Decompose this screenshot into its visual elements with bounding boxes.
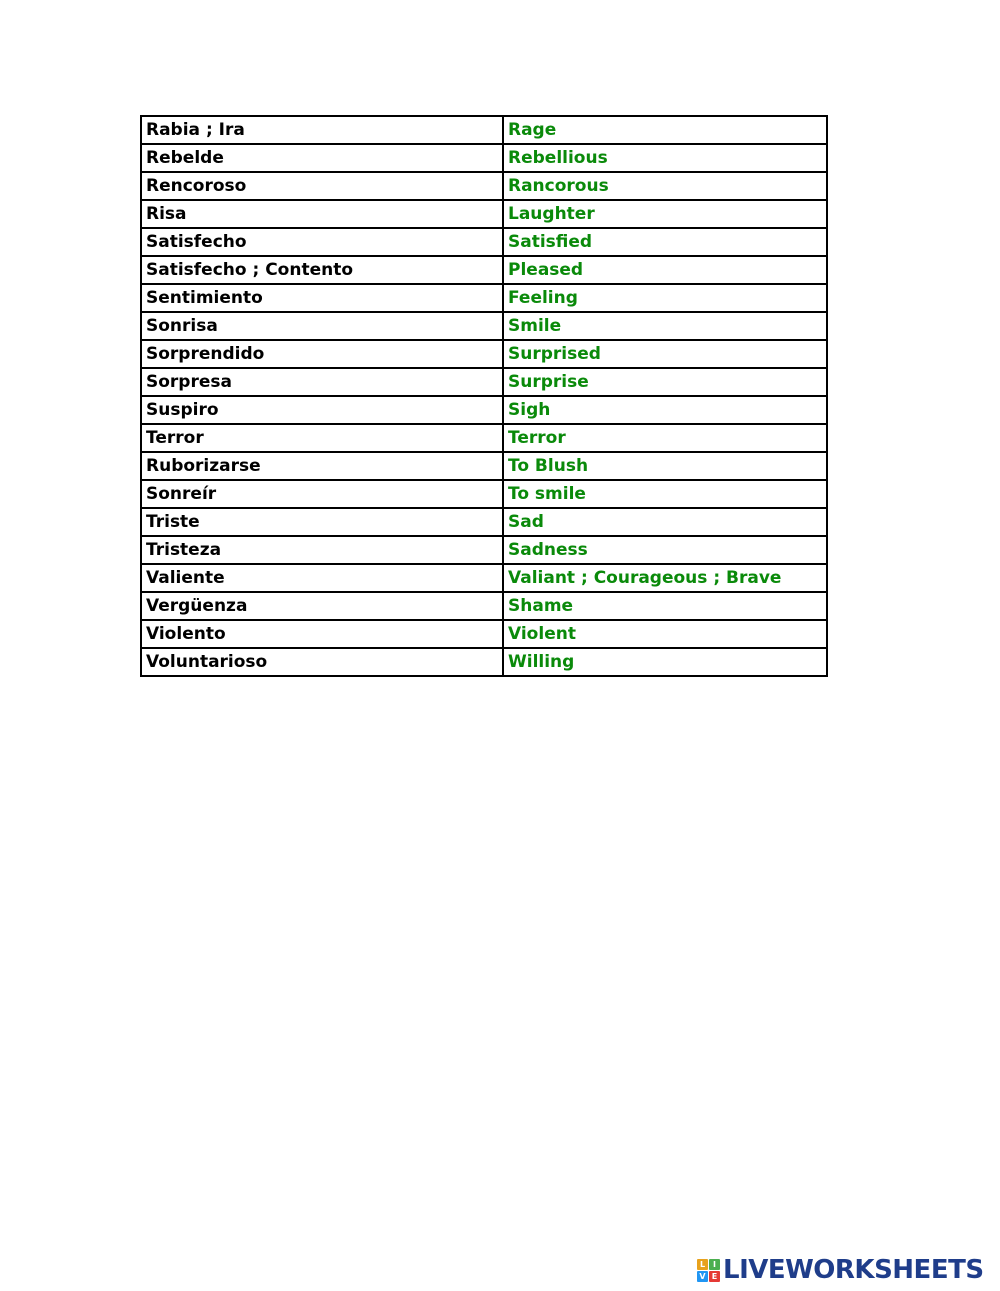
english-translation: Shame (503, 592, 827, 620)
logo-block: V (697, 1271, 708, 1282)
english-translation: Willing (503, 648, 827, 676)
spanish-word: Satisfecho ; Contento (141, 256, 503, 284)
spanish-word: Suspiro (141, 396, 503, 424)
table-row (141, 396, 827, 424)
logo-text: LIVEWORKSHEETS (723, 1255, 984, 1285)
table-row (141, 144, 827, 172)
english-translation: Sad (503, 508, 827, 536)
spanish-word: Satisfecho (141, 228, 503, 256)
spanish-word: Sorprendido (141, 340, 503, 368)
liveworksheets-logo[interactable] (697, 1256, 984, 1284)
english-translation: Feeling (503, 284, 827, 312)
table-row (141, 536, 827, 564)
english-translation: Pleased (503, 256, 827, 284)
table-row (141, 452, 827, 480)
logo-block: L (697, 1259, 708, 1270)
logo-blocks-icon (697, 1259, 720, 1282)
english-translation: To Blush (503, 452, 827, 480)
spanish-word: Rencoroso (141, 172, 503, 200)
spanish-word: Rabia ; Ira (141, 116, 503, 144)
spanish-word: Violento (141, 620, 503, 648)
spanish-word: Terror (141, 424, 503, 452)
spanish-word: Risa (141, 200, 503, 228)
table-row (141, 564, 827, 592)
table-row (141, 480, 827, 508)
spanish-word: Vergüenza (141, 592, 503, 620)
spanish-word: Triste (141, 508, 503, 536)
spanish-word: Sorpresa (141, 368, 503, 396)
english-translation: Violent (503, 620, 827, 648)
table-row (141, 228, 827, 256)
spanish-word: Sonrisa (141, 312, 503, 340)
table-row (141, 284, 827, 312)
english-translation: Rage (503, 116, 827, 144)
english-translation: Surprise (503, 368, 827, 396)
table-row (141, 172, 827, 200)
english-translation: Satisfied (503, 228, 827, 256)
vocabulary-table (140, 115, 828, 677)
table-row (141, 368, 827, 396)
english-translation: Sadness (503, 536, 827, 564)
spanish-word: Valiente (141, 564, 503, 592)
english-translation: To smile (503, 480, 827, 508)
logo-block: E (709, 1271, 720, 1282)
spanish-word: Sonreír (141, 480, 503, 508)
table-row (141, 340, 827, 368)
spanish-word: Sentimiento (141, 284, 503, 312)
table-row (141, 116, 827, 144)
english-translation: Smile (503, 312, 827, 340)
english-translation: Valiant ; Courageous ; Brave (503, 564, 827, 592)
english-translation: Terror (503, 424, 827, 452)
spanish-word: Tristeza (141, 536, 503, 564)
table-row (141, 648, 827, 676)
table-row (141, 200, 827, 228)
english-translation: Rancorous (503, 172, 827, 200)
table-row (141, 592, 827, 620)
table-row (141, 256, 827, 284)
logo-block: I (709, 1259, 720, 1270)
table-row (141, 424, 827, 452)
english-translation: Sigh (503, 396, 827, 424)
english-translation: Surprised (503, 340, 827, 368)
spanish-word: Voluntarioso (141, 648, 503, 676)
english-translation: Laughter (503, 200, 827, 228)
table-row (141, 620, 827, 648)
table-row (141, 508, 827, 536)
spanish-word: Ruborizarse (141, 452, 503, 480)
english-translation: Rebellious (503, 144, 827, 172)
table-row (141, 312, 827, 340)
spanish-word: Rebelde (141, 144, 503, 172)
